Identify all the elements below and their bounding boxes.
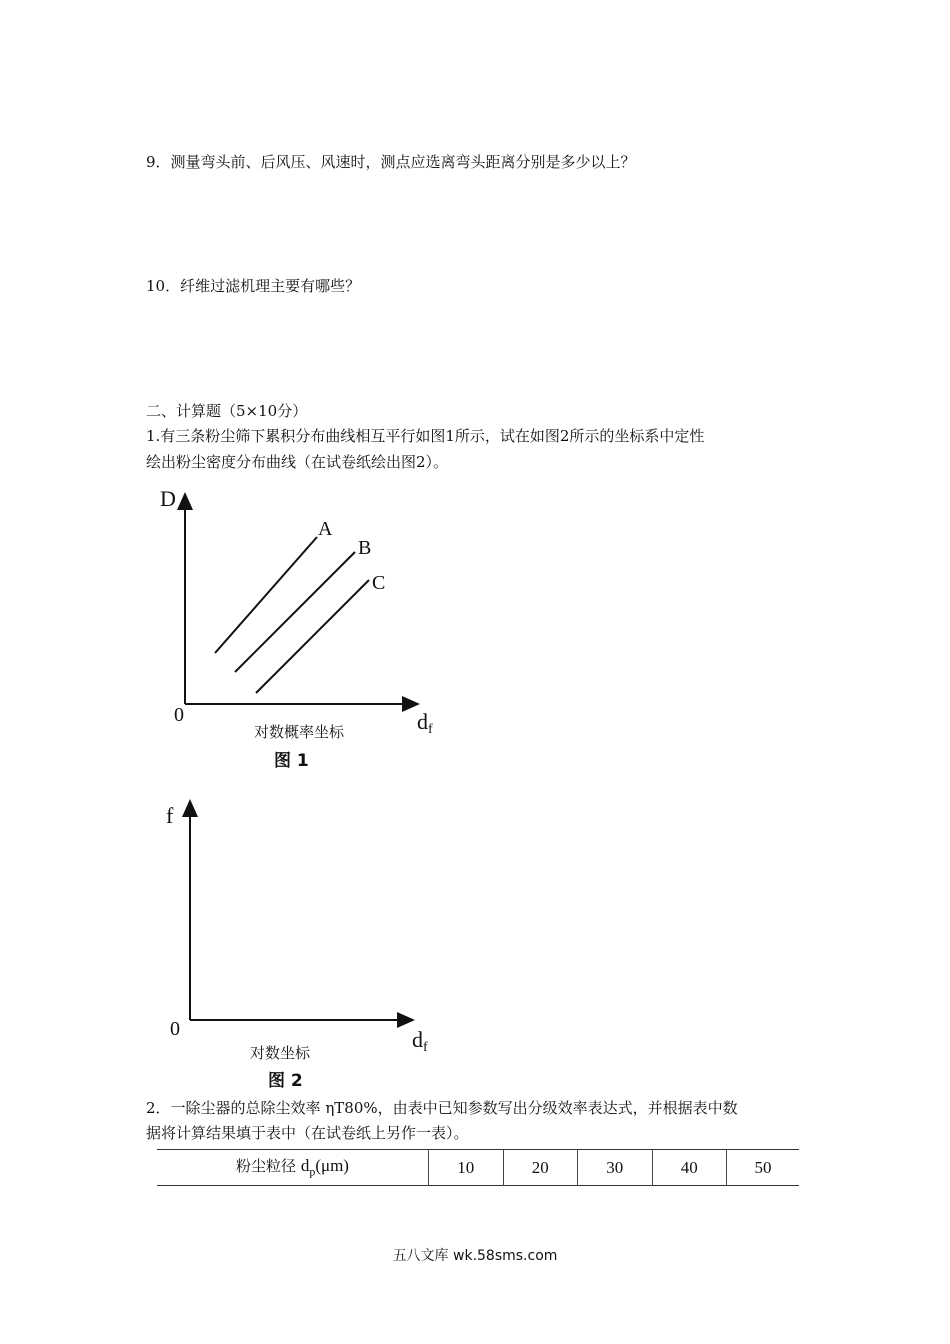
figure-2-y-label: f [166,803,174,828]
table-cell: 20 [503,1150,578,1186]
curve-c [256,580,369,693]
table-cell: 50 [727,1150,800,1186]
page-footer: 五八文库 wk.58sms.com [392,1248,558,1264]
figure-2 [150,795,450,1095]
table-symbol-sub: p [309,1164,316,1179]
figure-2-x-label: df [412,1027,428,1055]
figure-2-origin: 0 [170,1018,180,1040]
question-10: 10．纤维过滤机理主要有哪些？ [146,277,361,295]
table-header-label: 粉尘粒径 [236,1157,297,1176]
section-heading: 二、计算题（5×10分） [146,402,308,420]
label-a: A [318,518,333,540]
label-b: B [358,537,372,559]
table-unit: (μm) [315,1156,349,1176]
table-cell: 10 [429,1150,504,1186]
table-row [157,1150,799,1186]
problem-2-line-2: 据将计算结果填于表中（在试卷纸上另作一表）。 [146,1124,469,1142]
problem-1-line-1: 1.有三条粉尘筛下累积分布曲线相互平行如图1所示，试在如图2所示的坐标系中定性 [146,427,705,445]
figure-1-y-label: D [160,486,176,511]
figure-2-axis-caption: 对数坐标 [250,1044,311,1062]
table-cell: 30 [578,1150,653,1186]
table-symbol: d [300,1156,310,1176]
figure-1-axis-caption: 对数概率坐标 [254,723,345,741]
problem-2-line-1: 2．一除尘器的总除尘效率 ηT80%，由表中已知参数写出分级效率表达式，并根据表中数 [146,1099,738,1117]
figure-1-x-label: df [417,709,433,737]
table-header-cell [157,1150,429,1186]
table-cell: 40 [652,1150,727,1186]
figure-1-caption: 图 1 [274,751,309,771]
curve-a [215,537,317,653]
dust-size-table [157,1149,799,1186]
figure-2-caption: 图 2 [268,1071,303,1091]
label-c: C [372,572,386,594]
figure-1-origin: 0 [174,704,184,726]
figure-1 [150,482,450,772]
problem-1-line-2: 绘出粉尘密度分布曲线（在试卷纸绘出图2）。 [146,453,449,471]
question-9: 9．测量弯头前、后风压、风速时，测点应选离弯头距离分别是多少以上？ [146,153,636,171]
